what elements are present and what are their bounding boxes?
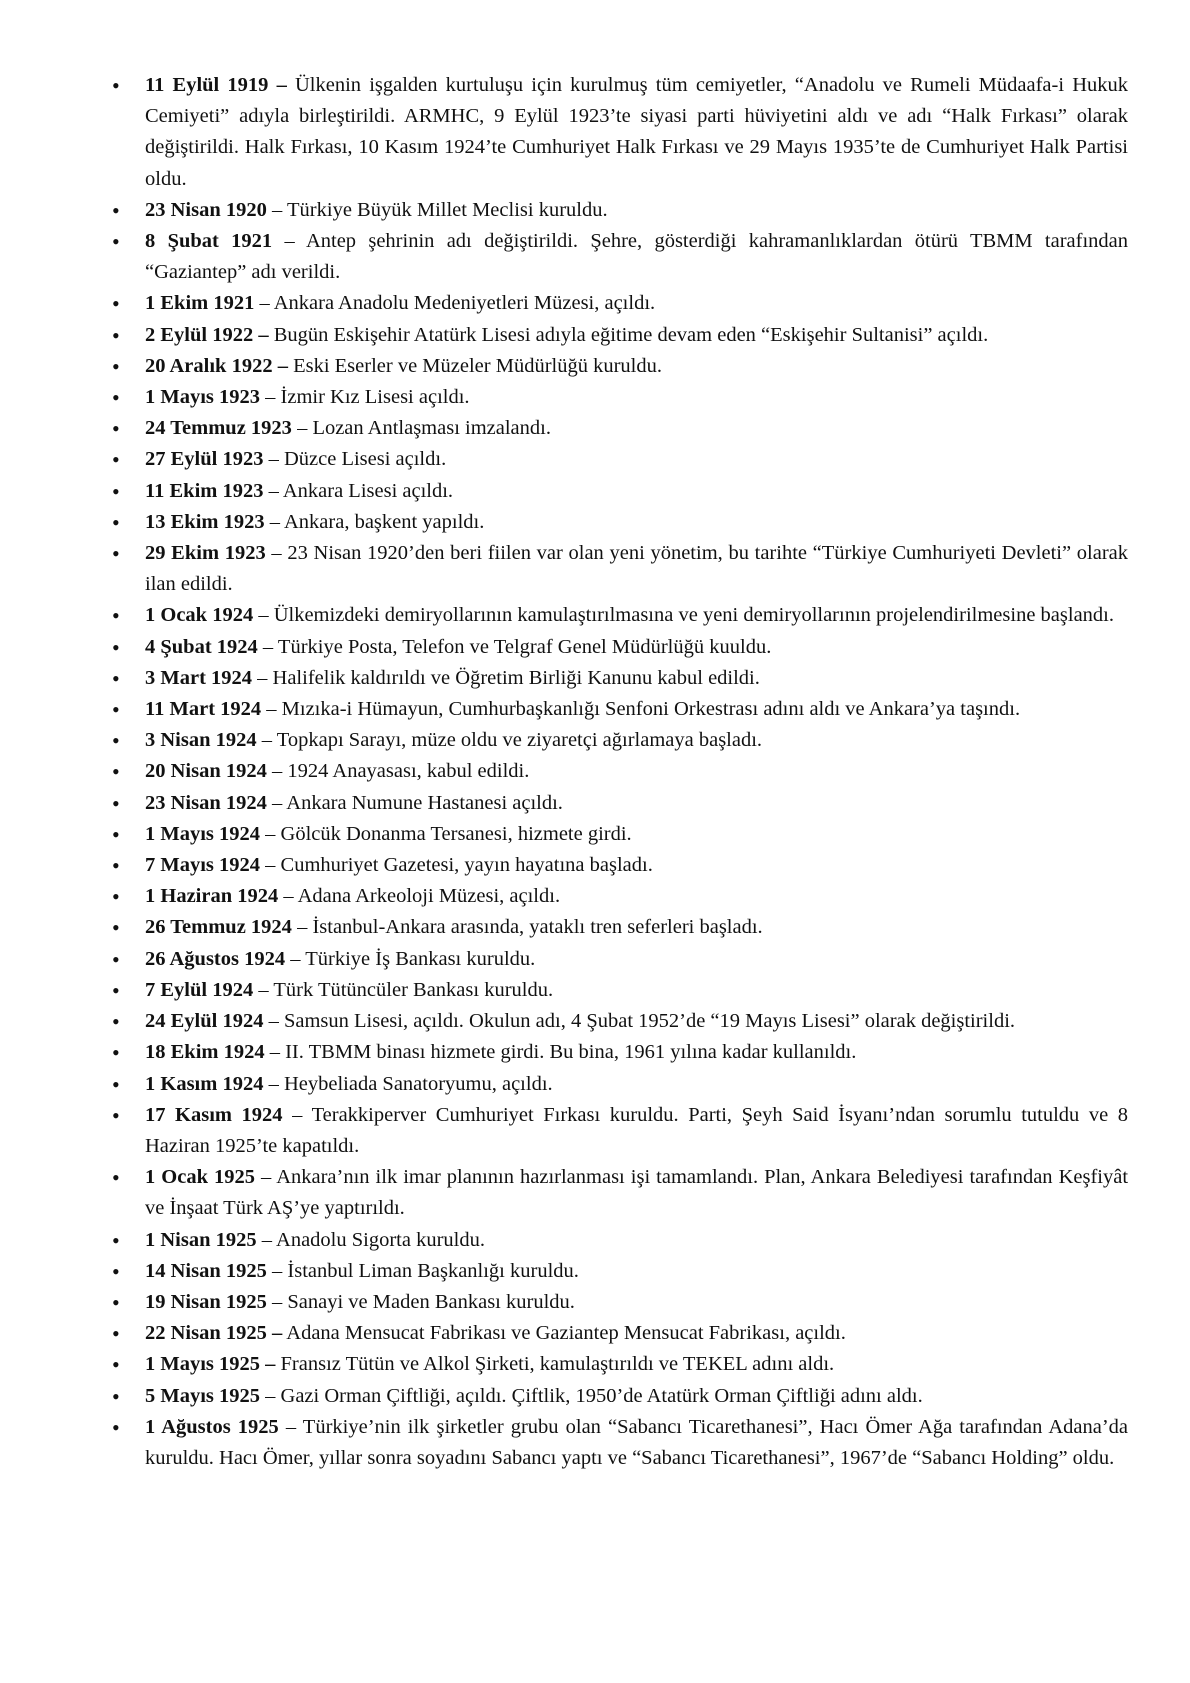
bullet-icon: • [112,759,120,785]
timeline-entry [112,944,1128,975]
timeline-entry [112,382,1128,413]
entry-date: 1 Kasım 1924 [145,1072,264,1095]
entry-dash: – [272,791,283,814]
timeline-list [112,70,1129,1474]
entry-text: Fransız Tütün ve Alkol Şirketi, kamulaştırıldı ve TEKEL adını aldı. [280,1353,835,1376]
bullet-icon: • [112,1383,120,1409]
entry-text: Heybeliada Sanatoryumu, açıldı. [283,1072,553,1095]
entry-text: Terakkiperver Cumhuriyet Fırkası kuruldu. Parti, Şeyh Said İsyanı’ndan sorumlu tutuldu ve 8 Haziran 1925’te kapatıldı. [145,1103,1129,1157]
bullet-icon: • [112,1071,120,1097]
entry-text: Düzce Lisesi açıldı. [283,448,447,471]
entry-text: Türkiye Büyük Millet Meclisi kuruldu. [287,198,608,221]
entry-dash: – [262,635,274,658]
entry-date: 1 Ekim 1921 [145,292,255,315]
entry-dash: – [277,354,288,377]
entry-text: Ankara Anadolu Medeniyetleri Müzesi, açıldı. [273,292,656,315]
entry-dash: – [272,760,283,783]
entry-date: 11 Mart 1924 [145,698,262,721]
bullet-icon: • [112,853,120,879]
entry-dash: – [297,417,308,440]
timeline-entry [112,351,1128,382]
entry-dash: – [258,978,269,1001]
entry-date: 11 Ekim 1923 [145,479,264,502]
entry-text: İstanbul Liman Başkanlığı kuruldu. [287,1259,579,1282]
timeline-entry [112,538,1128,600]
entry-dash: – [297,916,308,939]
entry-dash: – [268,1010,279,1033]
entry-dash: – [266,698,277,721]
entry-text: Türkiye’nin ilk şirketler grubu olan “Sabancı Ticarethanesi”, Hacı Ömer Ağa tarafından Adana’da kuruldu. Hacı Ömer, yıllar sonra soyadını Sabancı yaptı ve “Sabancı Ticarethanesi”, 1967’de “Sabancı Holding” oldu. [145,1415,1128,1469]
entry-dash: – [271,542,282,565]
bullet-icon: • [112,1165,120,1191]
entry-date: 17 Kasım 1924 [145,1103,283,1126]
timeline-entry [112,819,1128,850]
bullet-icon: • [112,1040,120,1066]
bullet-icon: • [112,509,120,535]
entry-text: Gazi Orman Çiftliği, açıldı. Çiftlik, 1950’de Atatürk Orman Çiftliği adını aldı. [280,1384,923,1407]
entry-date: 1 Mayıs 1923 [145,386,261,409]
entry-text: Ülkemizdeki demiryollarının kamulaştırılmasına ve yeni demiryollarının projelendirilmesine başlandı. [273,604,1114,627]
entry-date: 1 Ağustos 1925 [145,1415,279,1438]
timeline-entry [112,725,1128,756]
entry-dash: – [268,1072,279,1095]
entry-text: Ankara Lisesi açıldı. [282,479,454,502]
entry-date: 29 Ekim 1923 [145,542,266,565]
bullet-icon: • [112,1289,120,1315]
entry-date: 4 Şubat 1924 [145,635,258,658]
entry-date: 24 Eylül 1924 [145,1010,264,1033]
timeline-entry [112,1069,1128,1100]
bullet-icon: • [112,229,120,255]
bullet-icon: • [112,634,120,660]
entry-text: Halifelik kaldırıldı ve Öğretim Birliği Kanunu kabul edildi. [272,666,760,689]
entry-date: 1 Mayıs 1925 [145,1353,261,1376]
entry-dash: – [261,1228,273,1251]
entry-text: İstanbul-Ankara arasında, yataklı tren seferleri başladı. [312,916,763,939]
entry-date: 1 Ocak 1925 [145,1166,255,1189]
entry-date: 7 Eylül 1924 [145,978,254,1001]
entry-dash: – [285,1415,297,1438]
timeline-entry [112,226,1129,288]
bullet-icon: • [112,385,120,411]
entry-date: 3 Mart 1924 [145,666,253,689]
entry-text: Türkiye İş Bankası kuruldu. [305,947,536,970]
timeline-entry [112,756,1128,787]
timeline-entry [112,1349,1128,1380]
bullet-icon: • [112,1009,120,1035]
bullet-icon: • [112,1258,120,1284]
bullet-icon: • [112,603,120,629]
entry-date: 7 Mayıs 1924 [145,854,261,877]
entry-text: Sanayi ve Maden Bankası kuruldu. [287,1290,575,1313]
entry-text: 1924 Anayasası, kabul edildi. [287,760,530,783]
entry-dash: – [272,198,283,221]
timeline-entry [112,1381,1128,1412]
entry-date: 11 Eylül 1919 [145,74,269,96]
timeline-entry [112,1162,1129,1224]
entry-dash: – [265,1384,276,1407]
entry-dash: – [268,479,279,502]
entry-date: 26 Ağustos 1924 [145,947,286,970]
entry-dash: – [276,74,287,96]
entry-date: 27 Eylül 1923 [145,448,264,471]
timeline-entry [112,1412,1128,1474]
entry-date: 23 Nisan 1924 [145,791,267,814]
entry-text: Ankara, başkent yapıldı. [283,510,485,533]
entry-dash: – [261,1166,272,1189]
entry-dash: – [272,1322,283,1345]
entry-date: 20 Aralık 1922 [145,354,273,377]
timeline-entry [112,1225,1128,1256]
entry-date: 14 Nisan 1925 [145,1259,267,1282]
entry-text: 23 Nisan 1920’den beri fiilen var olan yeni yönetim, bu tarihte “Türkiye Cumhuriyeti Devleti” olarak ilan edildi. [145,542,1128,596]
timeline-entry [112,912,1128,943]
timeline-entry [112,1318,1128,1349]
entry-dash: – [265,1353,276,1376]
timeline-entry [112,881,1128,912]
entry-text: Ankara Numune Hastanesi açıldı. [286,791,563,814]
entry-dash: – [261,729,273,752]
entry-dash: – [265,822,276,845]
entry-text: Ülkenin işgalden kurtuluşu için kurulmuş tüm cemiyetler, “Anadolu ve Rumeli Müdaafa-i Hukuk Cemiyeti” adıyla birleştirildi. ARMHC, 9 Eylül 1923’te siyasi parti hüviyetini aldı ve adı “Halk Fırkası” olarak değiştirildi. Halk Fırkası, 10 Kasım 1924’te Cumhuriyet Halk Fırkası ve 29 Mayıs 1935’te de Cumhuriyet Halk Partisi oldu. [145,74,1129,190]
bullet-icon: • [112,73,120,98]
entry-dash: – [258,323,269,346]
entry-date: 13 Ekim 1923 [145,510,265,533]
timeline-entry [112,632,1128,663]
timeline-entry [112,288,1128,319]
timeline-entry [112,663,1128,694]
timeline-entry [112,694,1128,725]
entry-text: Gölcük Donanma Tersanesi, hizmete girdi. [280,822,632,845]
timeline-entry [112,1037,1128,1068]
entry-date: 26 Temmuz 1924 [145,916,292,939]
entry-dash: – [265,386,276,409]
entry-date: 1 Ocak 1924 [145,604,254,627]
timeline-entry [112,1006,1128,1037]
bullet-icon: • [112,697,120,723]
entry-dash: – [290,947,301,970]
bullet-icon: • [112,946,120,972]
entry-date: 1 Nisan 1925 [145,1228,257,1251]
bullet-icon: • [112,915,120,941]
bullet-icon: • [112,1102,120,1128]
bullet-icon: • [112,478,120,504]
entry-text: Samsun Lisesi, açıldı. Okulun adı, 4 Şubat 1952’de “19 Mayıs Lisesi” olarak değiştirildi. [283,1010,1016,1033]
bullet-icon: • [112,416,120,442]
entry-text: Türkiye Posta, Telefon ve Telgraf Genel Müdürlüğü kuuldu. [277,635,772,658]
bullet-icon: • [112,291,120,317]
bullet-icon: • [112,1321,120,1347]
entry-dash: – [283,885,294,908]
timeline-entry [112,70,1129,195]
entry-dash: – [268,448,279,471]
bullet-icon: • [112,353,120,379]
bullet-icon: • [112,728,120,754]
entry-dash: – [257,666,268,689]
entry-dash: – [284,230,295,253]
timeline-entry [112,1100,1129,1162]
timeline-entry [112,195,1128,226]
entry-date: 19 Nisan 1925 [145,1290,267,1313]
entry-text: Adana Mensucat Fabrikası ve Gaziantep Mensucat Fabrikası, açıldı. [286,1322,846,1345]
bullet-icon: • [112,447,120,473]
entry-text: Türk Tütüncüler Bankası kuruldu. [273,978,554,1001]
entry-text: Lozan Antlaşması imzalandı. [312,417,551,440]
entry-text: Cumhuriyet Gazetesi, yayın hayatına başladı. [280,854,653,877]
entry-text: Antep şehrinin adı değiştirildi. Şehre, gösterdiği kahramanlıklardan ötürü TBMM tarafından “Gaziantep” adı verildi. [145,230,1129,284]
bullet-icon: • [112,665,120,691]
bullet-icon: • [112,790,120,816]
entry-date: 5 Mayıs 1925 [145,1384,261,1407]
entry-text: Eski Eserler ve Müzeler Müdürlüğü kuruldu. [293,354,662,377]
timeline-entry [112,476,1128,507]
bullet-icon: • [112,884,120,910]
timeline-entry [112,320,1128,351]
timeline-entry [112,413,1128,444]
bullet-icon: • [112,821,120,847]
entry-text: Adana Arkeoloji Müzesi, açıldı. [297,885,561,908]
timeline-entry [112,444,1128,475]
entry-dash: – [265,854,276,877]
bullet-icon: • [112,1414,120,1440]
bullet-icon: • [112,1227,120,1253]
timeline-entry [112,1256,1128,1287]
entry-dash: – [258,604,269,627]
timeline-entry [112,788,1128,819]
entry-date: 20 Nisan 1924 [145,760,267,783]
entry-date: 3 Nisan 1924 [145,729,257,752]
entry-date: 24 Temmuz 1923 [145,417,292,440]
entry-date: 1 Haziran 1924 [145,885,279,908]
timeline-entry [112,600,1128,631]
bullet-icon: • [112,541,120,567]
entry-date: 8 Şubat 1921 [145,230,273,253]
entry-text: İzmir Kız Lisesi açıldı. [280,386,470,409]
entry-date: 23 Nisan 1920 [145,198,267,221]
bullet-icon: • [112,977,120,1003]
entry-dash: – [259,292,270,315]
entry-dash: – [269,1041,280,1064]
timeline-entry [112,975,1128,1006]
entry-date: 18 Ekim 1924 [145,1041,265,1064]
entry-dash: – [292,1103,303,1126]
entry-text: Topkapı Sarayı, müze oldu ve ziyaretçi ağırlamaya başladı. [276,729,763,752]
bullet-icon: • [112,322,120,348]
entry-dash: – [269,510,280,533]
bullet-icon: • [112,197,120,223]
entry-text: II. TBMM binası hizmete girdi. Bu bina, 1961 yılına kadar kullanıldı. [285,1041,857,1064]
timeline-entry [112,1287,1128,1318]
entry-date: 2 Eylül 1922 [145,323,254,346]
entry-text: Mızıka-i Hümayun, Cumhurbaşkanlığı Senfoni Orkestrası adını aldı ve Ankara’ya taşındı. [281,698,1021,721]
timeline-entry [112,507,1128,538]
entry-date: 1 Mayıs 1924 [145,822,261,845]
entry-text: Ankara’nın ilk imar planının hazırlanması işi tamamlandı. Plan, Ankara Belediyesi tarafından Keşfiyât ve İnşaat Türk AŞ’ye yaptırıldı. [145,1166,1129,1220]
bullet-icon: • [112,1352,120,1378]
entry-date: 22 Nisan 1925 [145,1322,267,1345]
entry-dash: – [272,1259,283,1282]
entry-text: Bugün Eskişehir Atatürk Lisesi adıyla eğitime devam eden “Eskişehir Sultanisi” açıldı. [273,323,989,346]
timeline-entry [112,850,1128,881]
entry-text: Anadolu Sigorta kuruldu. [276,1228,485,1251]
entry-dash: – [272,1290,283,1313]
